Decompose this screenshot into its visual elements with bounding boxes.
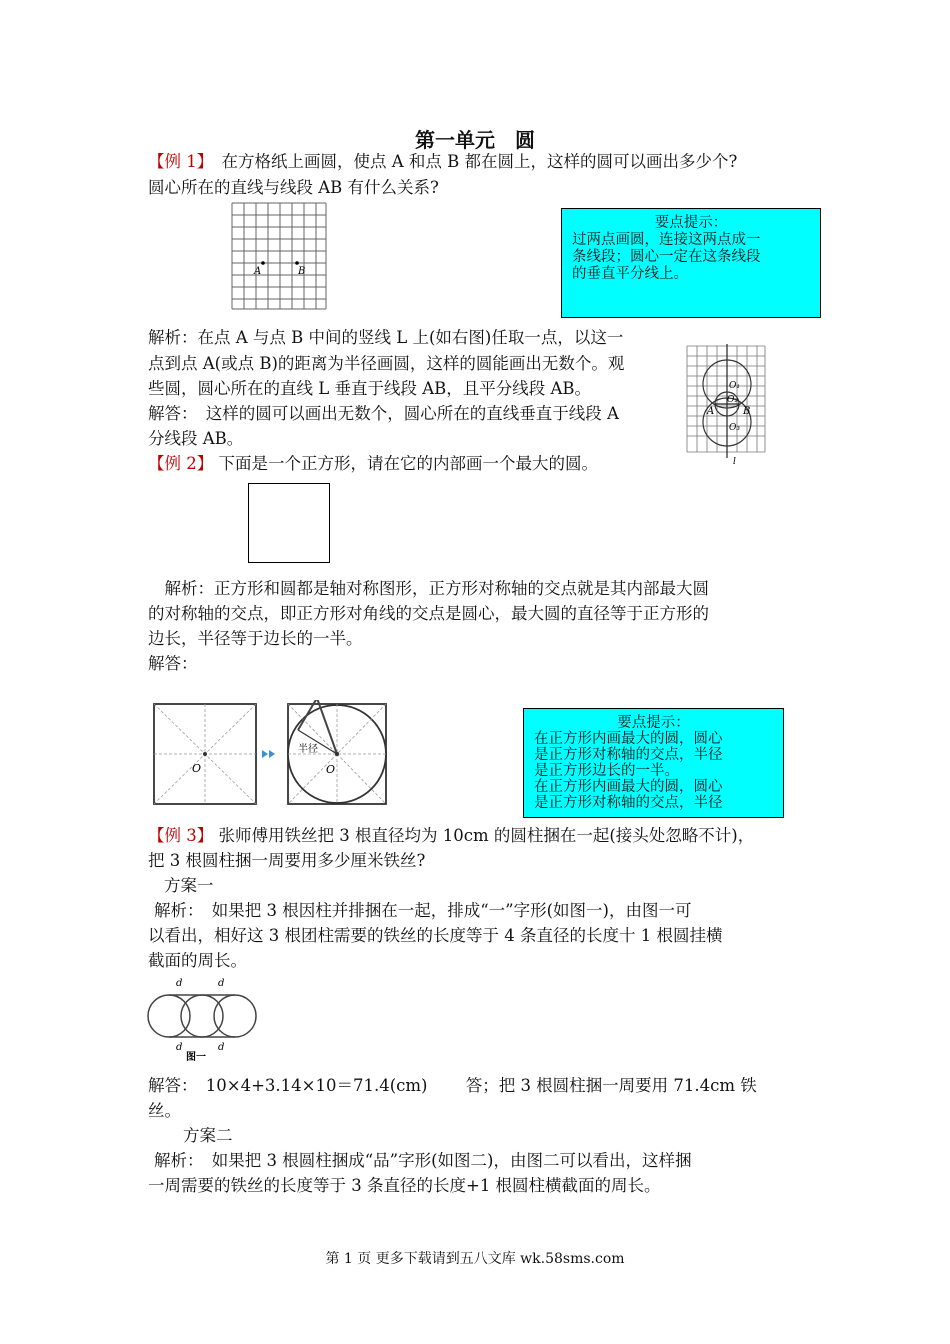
example-1-analysis-line1: 解析：在点 A 与点 B 中间的竖线 L 上(如右图)任取一点，以这一 bbox=[148, 328, 624, 347]
d-label-2: d bbox=[218, 978, 225, 989]
d-label-3: d bbox=[176, 1042, 183, 1053]
o1-label: O₁ bbox=[729, 381, 740, 391]
plan-1-answer-line1: 解答： 10×4+3.14×10＝71.4(cm) 答；把 3 根圆柱捆一周要用 71.4cm 铁 bbox=[148, 1076, 757, 1095]
fig-radius-label: 半径 bbox=[298, 744, 318, 755]
plan-2-analysis-line1: 解析： 如果把 3 根圆柱捆成“品”字形(如图二)，由图二可以看出，这样捆 bbox=[154, 1151, 692, 1170]
hint-box-1 bbox=[561, 208, 821, 318]
arrow-icon bbox=[262, 750, 268, 758]
square-figure bbox=[248, 483, 330, 563]
example-1-question-line1: 在方格纸上画圆，使点 A 和点 B 都在圆上，这样的圆可以画出多少个? bbox=[205, 152, 738, 171]
example-2-question-text: 下面是一个正方形，请在它的内部画一个最大的圆。 bbox=[218, 454, 598, 473]
figure-1-caption: 图一 bbox=[186, 1052, 206, 1062]
example-2-analysis-line1: 解析：正方形和圆都是轴对称图形，正方形对称轴的交点就是其内部最大圆 bbox=[148, 579, 709, 598]
example-2-analysis-line3: 边长，半径等于边长的一半。 bbox=[148, 629, 363, 648]
example-2-label: 【例 2】 bbox=[148, 454, 214, 473]
example-1-grid-figure bbox=[230, 201, 328, 311]
d-label-4: d bbox=[218, 1042, 225, 1053]
example-3-label: 【例 3】 bbox=[148, 826, 214, 845]
plan-1-heading: 方案一 bbox=[164, 876, 214, 895]
hint-box-1-line3: 的垂直平分线上。 bbox=[572, 266, 688, 282]
example-2-solution-figure bbox=[148, 700, 390, 810]
hint-box-2-line3: 是正方形边长的一半。 bbox=[534, 763, 679, 779]
fig-o-label-right: O bbox=[326, 763, 336, 776]
example-1-question-line2: 圆心所在的直线与线段 AB 有什么关系? bbox=[148, 178, 439, 197]
hint-box-2-line5: 是正方形对称轴的交点，半径 bbox=[534, 795, 723, 811]
hint-box-1-line1: 过两点画圆，连接这两点成一 bbox=[572, 232, 761, 248]
example-1-question bbox=[148, 149, 737, 174]
hint-box-2 bbox=[523, 708, 784, 818]
example-1-analysis-line3: 些圆，圆心所在的直线 L 垂直于线段 AB，且平分线段 AB。 bbox=[148, 379, 592, 398]
plan-1-analysis-line1: 解析： 如果把 3 根因柱并排捆在一起，排成“一”字形(如图一)，由图一可 bbox=[154, 901, 692, 920]
point-a bbox=[261, 261, 265, 265]
example-3-question-text: 张师傅用铁丝把 3 根直径均为 10cm 的圆柱捆在一起(接头处忽略不计)， bbox=[218, 826, 755, 845]
example-1-answer-line1: 解答： 这样的圆可以画出无数个，圆心所在的直线垂直于线段 A bbox=[148, 404, 619, 423]
point-a-label: A bbox=[254, 266, 262, 277]
example-1-label: 【例 1】 bbox=[148, 152, 205, 171]
page-title: 第一单元 圆 bbox=[415, 128, 535, 152]
example-1-answer-line2: 分线段 AB。 bbox=[148, 429, 244, 448]
plan-2-heading: 方案二 bbox=[183, 1126, 233, 1145]
plan-2-analysis-line2: 一周需要的铁丝的长度等于 3 条直径的长度+1 根圆柱横截面的周长。 bbox=[148, 1176, 661, 1195]
plan-1-analysis-line3: 截面的周长。 bbox=[148, 951, 247, 970]
fig-l-label: l bbox=[733, 457, 736, 466]
example-1-analysis-line2: 点到点 A(或点 B)的距离为半径画圆，这样的圆能画出无数个。观 bbox=[148, 354, 625, 373]
example-3-question-line1 bbox=[148, 823, 754, 848]
fig-a-label: A bbox=[707, 406, 715, 417]
figure-1-circles bbox=[146, 970, 258, 1062]
hint-box-2-line4: 在正方形内画最大的圆，圆心 bbox=[534, 779, 723, 795]
example-2-answer-label: 解答： bbox=[148, 654, 198, 673]
hint-box-2-title: 要点提示： bbox=[617, 715, 690, 731]
hint-box-2-line2: 是正方形对称轴的交点，半径 bbox=[534, 747, 723, 763]
grid-lines bbox=[232, 203, 326, 309]
example-3-question-line2: 把 3 根圆柱捆一周要用多少厘米铁丝? bbox=[148, 851, 426, 870]
o3-label: O₃ bbox=[729, 423, 740, 433]
hint-box-1-line2: 条线段；圆心一定在这条线段 bbox=[572, 249, 761, 265]
hint-box-2-line1: 在正方形内画最大的圆，圆心 bbox=[534, 731, 723, 747]
fig-o-label-left: O bbox=[192, 762, 202, 775]
plan-1-analysis-line2: 以看出，相好这 3 根团柱需要的铁丝的长度等于 4 条直径的长度十 1 根圆挂横 bbox=[148, 926, 723, 945]
plan-1-answer-line2: 丝。 bbox=[148, 1101, 181, 1120]
example-1-solution-figure bbox=[683, 342, 767, 466]
fig-b-label: B bbox=[743, 406, 751, 417]
example-2-question bbox=[148, 451, 598, 476]
hint-box-1-title: 要点提示： bbox=[654, 215, 728, 231]
page-footer: 第 1 页 更多下载请到五八文库 wk.58sms.com bbox=[325, 1251, 625, 1267]
d-label-1: d bbox=[176, 978, 183, 989]
o2-label: O₂ bbox=[727, 395, 738, 405]
example-2-analysis-line2: 的对称轴的交点，即正方形对角线的交点是圆心，最大圆的直径等于正方形的 bbox=[148, 604, 709, 623]
point-b-label: B bbox=[298, 266, 306, 277]
point-b bbox=[295, 261, 299, 265]
